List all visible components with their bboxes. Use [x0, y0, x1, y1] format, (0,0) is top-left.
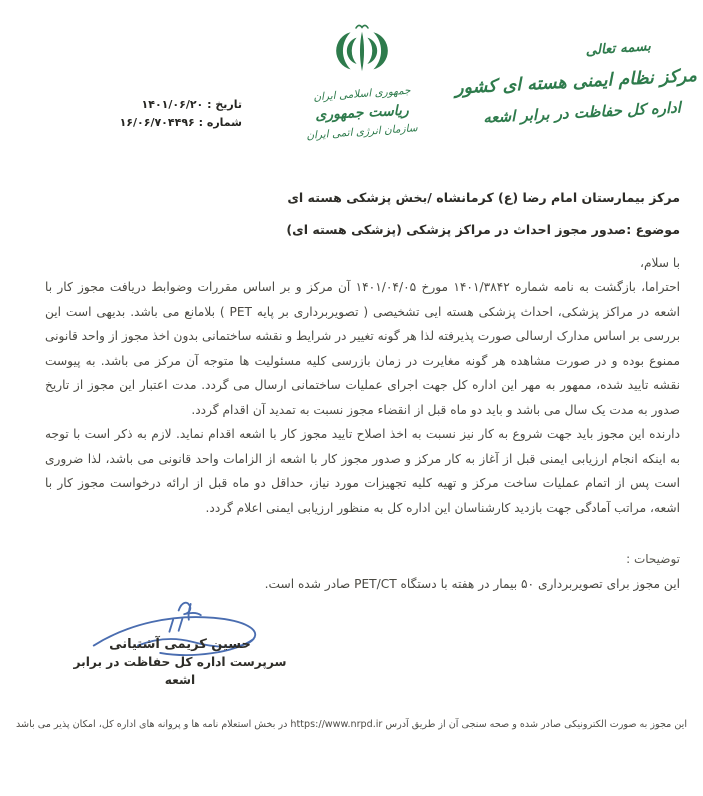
body-paragraph-1: احتراما، بازگشت به نامه شماره ۱۴۰۱/۳۸۴۲ مورخ ۱۴۰۱/۰۴/۰۵ آن مرکز و بر اساس مقررات وضوابط دریافت مجوز کار با اشعه در مراکز پزشکی، احداث پزشکی هسته ایی تشخیصی ( تصویربرداری بر پایه PET ) بلامانع می باشد. بدیهی است این بررسی بر اساس مدارک ارسالی صورت پذیرفته لذا هر گونه تغییر در شرایط و نقشه ساختمانی بدون اخذ مجوز از واحد قانونی ممنوع بوده و در صورت مشاهده هر گونه مغایرت در زمان بازرسی کلیه مسئولیت ها متوجه آن مرکز می باشد. به پیوست نقشه تایید شده، ممهور به مهر این اداره کل جهت اجرای عملیات ساختمانی ارسال می گردد. مدت اعتبار این مجوز از تاریخ صدور به مدت یک سال می باشد و باید دو ماه قبل از انقضاء مجوز نسبت به تمدید آن اقدام گردد.: [45, 280, 680, 417]
letter-number-row: [57, 114, 242, 132]
emblem-block: [282, 22, 442, 141]
signature-block: [60, 592, 300, 689]
signer-title: سرپرست اداره کل حفاظت در برابر اشعه: [73, 655, 287, 687]
letterhead-block: [427, 38, 698, 127]
date-label: تاریخ :: [207, 98, 242, 111]
number-label: شماره :: [198, 116, 242, 129]
date-value: ۱۴۰۱/۰۶/۲۰: [141, 98, 204, 111]
emblem-caption-presidency: ریاست جمهوری: [314, 102, 410, 124]
emblem-caption-country: جمهوری اسلامی ایران: [312, 84, 411, 104]
letter-body: [45, 190, 680, 593]
letter-meta: [57, 96, 242, 132]
letterhead-org-name: مرکز نظام ایمنی هسته ای کشور: [454, 65, 698, 99]
body-paragraph-2: دارنده این مجوز باید جهت شروع به کار نیز نسبت به اخذ اصلاح تایید مجوز کار با اشعه اقدام نماید. لازم به ذکر است با توجه به اینکه انجام ارزیابی ایمنی قبل از آغاز به کار مرکز و صدور مجوز کار با اشعه از الزامات واحد قانونی می باشد، لذا ضروری است پس از اتمام عملیات ساخت مرکز و تهیه کلیه تجهیزات مورد نیاز، حداقل دو ماه قبل از ارائه درخواست مجوز کار با اشعه، مراتب آمادگی جهت بازدید کارشناسان این اداره کل به منظور ارزیابی ایمنی اعلام گردد.: [45, 427, 680, 515]
notes-label: توضیحات :: [626, 552, 680, 566]
recipient-line: مرکز بیمارستان امام رضا (ع) کرمانشاه /بخش پزشکی هسته ای: [287, 190, 680, 205]
emblem-caption-organization: سازمان انرژی اتمی ایران: [305, 122, 418, 142]
iran-emblem-icon: [282, 22, 442, 82]
subject-line: موضوع :صدور مجوز احداث در مراکز پزشکی (پزشکی هسته ای): [286, 222, 680, 237]
signer-name: حسین کریمی آشتیانی: [109, 637, 251, 652]
footer-note: این مجوز به صورت الکترونیکی صادر شده و صحه سنجی آن از طریق آدرس https://www.nrpd.ir در بخش استعلام نامه ها و پروانه های اداره کل، امکان پذیر می باشد: [16, 719, 687, 730]
number-value: ۱۶/۰۶/۷۰۴۴۹۶: [119, 116, 195, 129]
letterhead-dept-name: اداره کل حفاظت در برابر اشعه: [482, 98, 682, 127]
salutation: با سلام،: [640, 256, 680, 270]
bismillah: بسمه تعالی: [585, 38, 652, 59]
notes-text: این مجوز برای تصویربرداری ۵۰ بیمار در هفته با دستگاه PET/CT صادر شده است.: [264, 577, 680, 591]
letter-date-row: [57, 96, 242, 114]
